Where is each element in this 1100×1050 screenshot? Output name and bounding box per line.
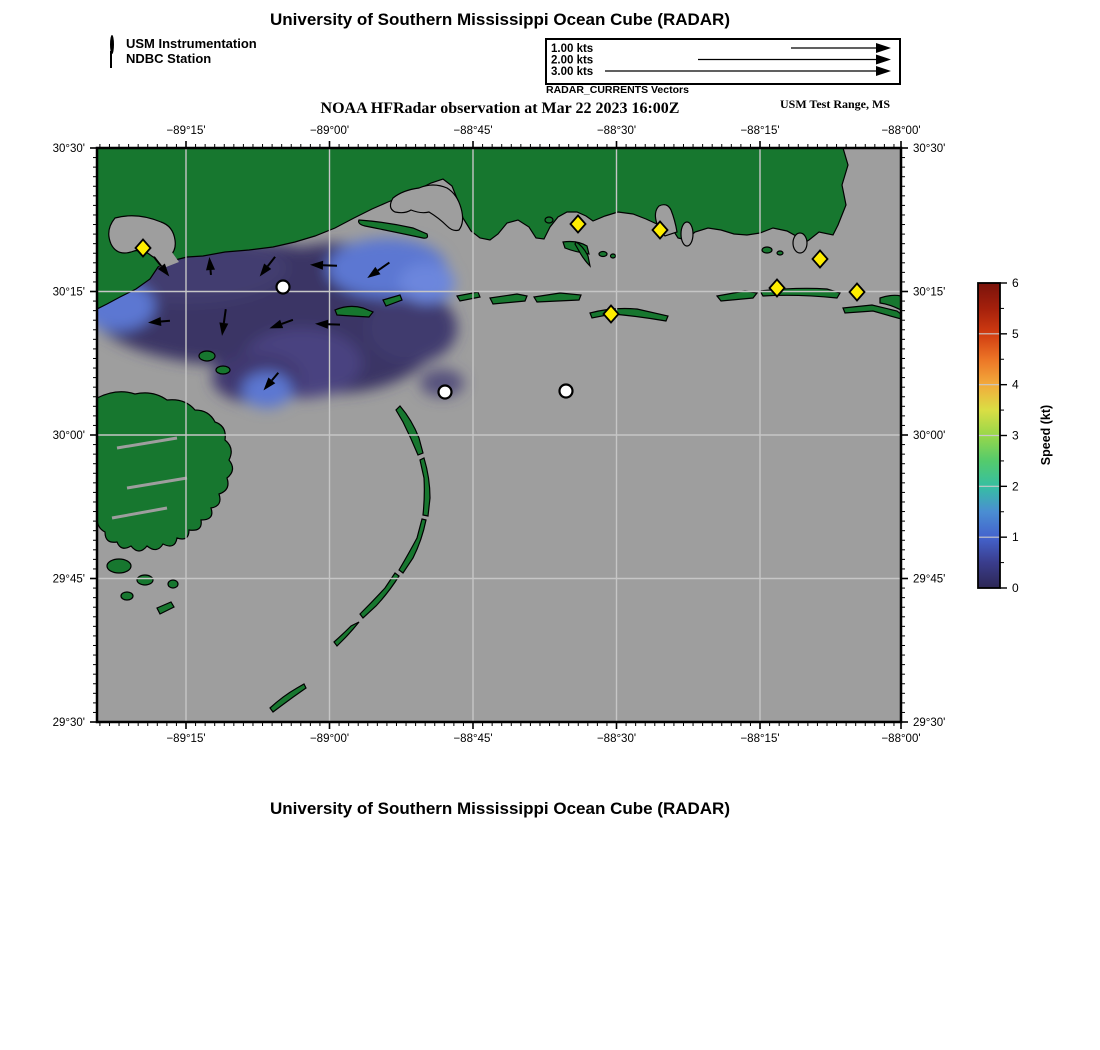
svg-text:−89°00': −89°00' <box>309 733 350 745</box>
page-title: University of Southern Mississippi Ocean Cube (RADAR) <box>269 10 730 29</box>
footer-title: University of Southern Mississippi Ocean Cube (RADAR) <box>269 799 730 818</box>
svg-text:−88°30': −88°30' <box>596 733 637 745</box>
vector-scale-caption: RADAR_CURRENTS Vectors <box>546 84 689 96</box>
usm-instrument-marker <box>439 386 452 399</box>
ndbc-diamond-icon <box>110 52 123 65</box>
svg-text:0: 0 <box>1012 581 1019 595</box>
svg-text:29°45': 29°45' <box>52 573 85 586</box>
colorbar-tick-labels <box>1012 276 1019 595</box>
svg-text:1.00 kts: 1.00 kts <box>551 43 594 55</box>
svg-text:3.00 kts: 3.00 kts <box>551 66 594 78</box>
colorbar-axis-label: Speed (kt) <box>1039 404 1053 466</box>
legend-item-ndbc <box>110 51 257 66</box>
svg-text:−88°00': −88°00' <box>881 125 921 137</box>
svg-text:30°15': 30°15' <box>52 286 85 299</box>
svg-text:30°15': 30°15' <box>913 286 946 299</box>
map-legend <box>110 36 257 66</box>
svg-text:−88°00': −88°00' <box>881 733 921 745</box>
svg-text:−89°15': −89°15' <box>166 125 206 137</box>
svg-text:2.00 kts: 2.00 kts <box>551 54 594 67</box>
usm-circle-icon <box>110 37 123 50</box>
vector-scale-box <box>545 38 901 85</box>
svg-text:3: 3 <box>1012 428 1019 443</box>
observation-subtitle: NOAA HFRadar observation at Mar 22 2023 16:00Z <box>320 100 680 117</box>
legend-item-usm <box>110 36 257 51</box>
svg-text:29°30': 29°30' <box>52 717 85 729</box>
legend-label-usm: USM Instrumentation <box>126 36 257 51</box>
svg-text:1: 1 <box>1012 530 1019 545</box>
svg-text:−88°15': −88°15' <box>740 125 780 137</box>
svg-text:−89°00': −89°00' <box>309 125 350 137</box>
legend-label-ndbc: NDBC Station <box>126 51 212 66</box>
svg-text:−88°45': −88°45' <box>453 733 493 745</box>
vector-scale-arrows <box>547 40 895 79</box>
test-range-label: USM Test Range, MS <box>779 97 890 111</box>
svg-text:30°30': 30°30' <box>913 143 946 155</box>
svg-text:−89°15': −89°15' <box>166 733 206 745</box>
svg-text:6: 6 <box>1012 276 1019 290</box>
svg-text:29°30': 29°30' <box>913 717 946 729</box>
svg-text:−88°30': −88°30' <box>596 125 637 137</box>
svg-text:5: 5 <box>1012 326 1019 341</box>
usm-instrument-marker <box>277 281 290 294</box>
colorbar-ticks <box>1000 283 1007 588</box>
svg-text:29°45': 29°45' <box>913 573 946 586</box>
usm-instrument-marker <box>560 385 573 398</box>
svg-text:−88°45': −88°45' <box>453 125 493 137</box>
svg-text:−88°15': −88°15' <box>740 733 780 745</box>
svg-text:2: 2 <box>1012 479 1019 494</box>
map-plot <box>42 108 962 768</box>
svg-text:30°00': 30°00' <box>52 430 85 442</box>
svg-text:4: 4 <box>1012 377 1019 392</box>
svg-text:30°30': 30°30' <box>52 143 85 155</box>
svg-text:30°00': 30°00' <box>913 430 946 442</box>
